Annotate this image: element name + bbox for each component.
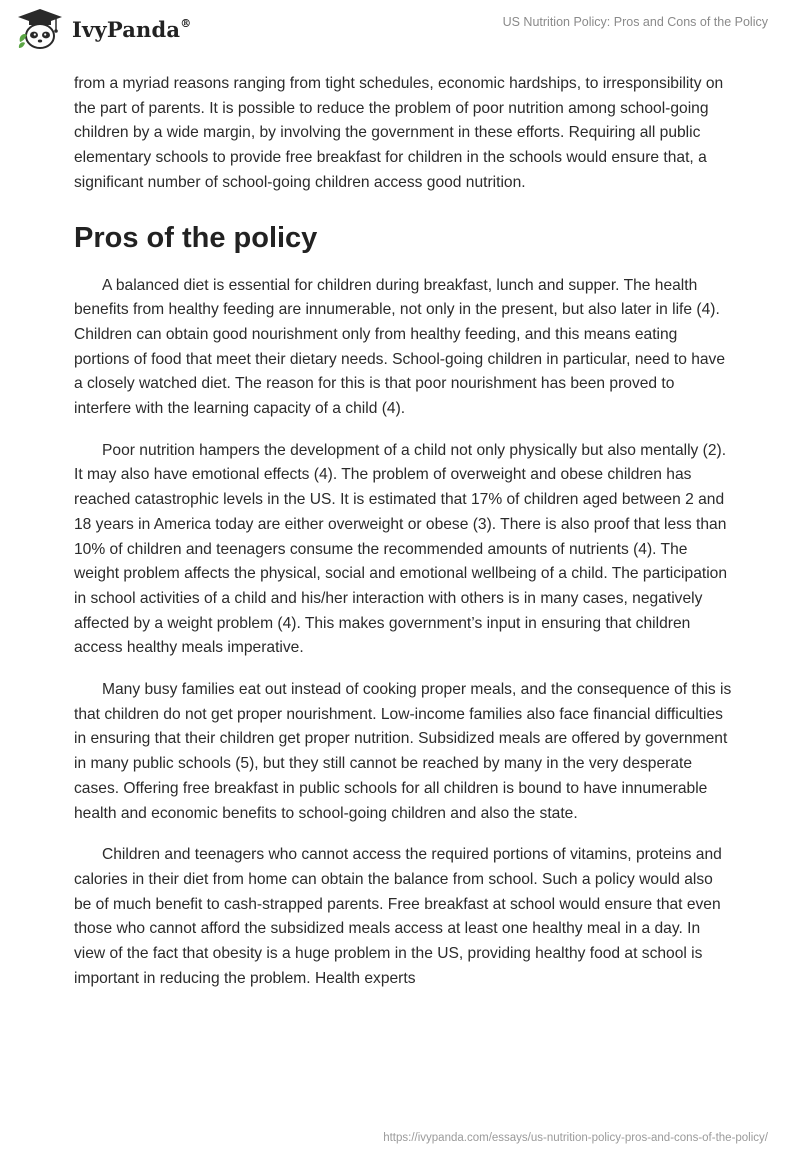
paragraph: Children and teenagers who cannot access the required portions of vitamins, proteins and calories in their diet from home can obtain the balance from school. Such a policy would also be of much benefit to cash-strapped parents. Free breakfast at school would ensure that even those who cannot afford the subsidized meals access at least one healthy meal in a day. In view of the fact that obesity is a huge problem in the US, providing healthy food at school is important in reducing the problem. Health experts	[74, 846, 722, 987]
section-heading: Pros of the policy	[74, 221, 318, 254]
registered-mark: ®	[180, 16, 192, 30]
logo-text: IvyPanda	[72, 16, 181, 42]
page-header	[0, 0, 800, 70]
paragraph: Many busy families eat out instead of cooking proper meals, and the consequence of this is that children do not get proper nourishment. Low-income families also face financial difficulties in ensuring that their children get proper nutrition. Subsidized meals are offered by government in many public schools (5), but they still cannot be reached by many in the very desperate cases. Offering free breakfast in public schools for all children is bound to have innumerable health and economic benefits to school-going children and also the state.	[74, 681, 732, 822]
ivypanda-logo[interactable]	[16, 8, 191, 50]
source-url[interactable]: https://ivypanda.com/essays/us-nutrition-policy-pros-and-cons-of-the-policy/	[383, 1132, 768, 1144]
header-title: US Nutrition Policy: Pros and Cons of the Policy	[502, 15, 768, 29]
panda-graduate-icon	[16, 8, 64, 50]
intro-paragraph: from a myriad reasons ranging from tight schedules, economic hardships, to irresponsibility on the part of parents. It is possible to reduce the problem of poor nutrition among school-going children by a wide margin, by involving the government in these efforts. Requiring all public elementary schools to provide free breakfast for children in the schools would ensure that, a significant number of school-going children access good nutrition.	[74, 75, 724, 191]
paragraph: Poor nutrition hampers the development of a child not only physically but also mentally (2). It may also have emotional effects (4). The problem of overweight and obese children has reached catastrophic levels in the US. It is estimated that 17% of children aged between 2 and 18 years in America today are either overweight or obese (3). There is also proof that less than 10% of children and teenagers consume the recommended amounts of nutrients (4). The weight problem affects the physical, social and emotional wellbeing of a child. The participation in school activities of a child and his/her interaction with others is in many cases, negatively affected by a weight problem (4). This makes government’s input in ensuring that children access healthy meals imperative.	[74, 441, 728, 657]
article-body	[74, 72, 734, 1009]
logo-wordmark	[72, 17, 191, 42]
paragraph: A balanced diet is essential for children during breakfast, lunch and supper. The health benefits from healthy feeding are innumerable, not only in the present, but also later in life (4). Children can obtain good nourishment only from healthy feeding, and this means eating portions of food that meet their dietary needs. School-going children in particular, need to have a closely watched diet. The reason for this is that poor nourishment has been proved to interfere with the learning capacity of a child (4).	[74, 276, 726, 418]
